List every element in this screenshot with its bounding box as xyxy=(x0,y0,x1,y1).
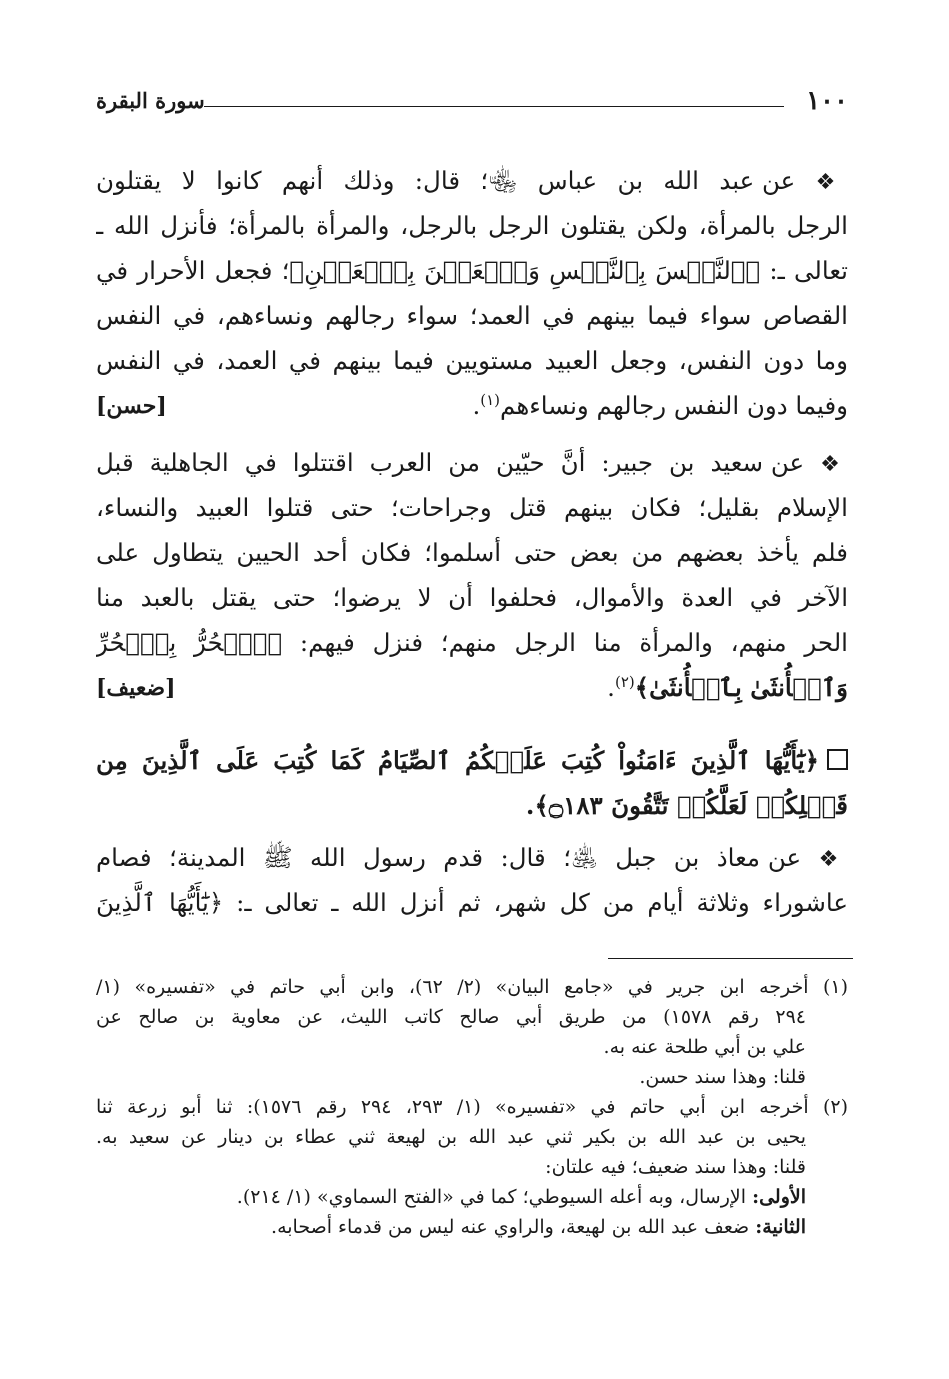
paragraph-ibn-abbas xyxy=(96,158,848,428)
footnote-line: علي بن أبي طلحة عنه به. xyxy=(603,1036,806,1058)
footnote-rule xyxy=(608,958,853,959)
footnote-label: الثانية: xyxy=(755,1216,806,1238)
text-line: الآخر في العدة والأموال، فحلفوا أن لا يرضوا؛ حتى يقتل بالعبد منا xyxy=(96,583,848,612)
text-line: تعالى ـ: ﴿ٱلنَّفۡسَ بِٱلنَّفۡسِ وَٱلۡعَيۡنَ بِٱلۡعَيۡنِ﴾؛ فجعل الأحرار في xyxy=(96,256,848,285)
footnote-2: (٢) أخرجه ابن أبي حاتم في «تفسيره» (١/ ٢٩٣، ٢٩٤ رقم ١٥٧٦): ثنا أبو زرعة ثنا xyxy=(96,1096,848,1118)
bullet-diamond-icon: ❖ xyxy=(818,847,848,872)
text-line: الإسلام بقليل؛ فكان بينهم قتل وجراحات؛ حتى قتلوا العبيد والنساء، xyxy=(96,493,848,522)
text-line: ❖ عن عبد الله بن عباس ﵄؛ قال: وذلك أنهم كانوا لا يقتلون xyxy=(96,166,848,195)
footnote-line: قلنا: وهذا سند حسن. xyxy=(639,1066,806,1088)
square-box-icon xyxy=(827,749,848,770)
footnote-line: ٢٩٤ رقم ١٥٧٨) من طريق أبي صالح كاتب الليث، عن معاوية بن صالح عن xyxy=(96,1006,806,1028)
footnotes xyxy=(96,972,848,1242)
text-line: وَٱلۡأُنثَىٰ بِٱلۡأُنثَىٰ﴾$^{(٢)}$. xyxy=(607,672,848,702)
hadith-grade: [ضعيف] xyxy=(96,675,176,701)
footnote-1: (١) أخرجه ابن جرير في «جامع البيان» (٢/ ٦٢)، وابن أبي حاتم في «تفسيره» (١/ xyxy=(96,976,848,998)
text-line: وما دون النفس، وجعل العبيد مستويين فيما بينهم في العمد، في النفس xyxy=(96,346,848,375)
page-header xyxy=(96,86,848,126)
text-line: فلم يأخذ بعضهم من بعض حتى أسلموا؛ فكان أحد الحيين يتطاول على xyxy=(96,538,848,567)
footnote-line: يحيى بن عبد الله بن بكير ثني عبد الله بن لهيعة ثني عطاء بن دينار عن سعيد به. xyxy=(96,1126,806,1148)
footnote-ref: (٢) xyxy=(614,672,635,691)
header-rule xyxy=(204,106,784,107)
hadith-grade: [حسن] xyxy=(96,393,167,419)
footnote-line: الأولى: الإرسال، وبه أعله السيوطي؛ كما في «الفتح السماوي» (١/ ٢١٤). xyxy=(236,1186,806,1208)
text-line: الرجل بالمرأة، ولكن يقتلون الرجل بالرجل، والمرأة بالمرأة؛ فأنزل الله ـ xyxy=(96,211,848,240)
verse-line: قَبۡلِكُمۡ لَعَلَّكُمۡ تَتَّقُونَ ۝١٨٣﴾. xyxy=(525,791,848,820)
footnote-line: الثانية: ضعف عبد الله بن لهيعة، والراوي عنه ليس من قدماء أصحابه. xyxy=(271,1216,806,1238)
paragraph-muadh xyxy=(96,835,848,925)
text-line: عاشوراء وثلاثة أيام من كل شهر، ثم أنزل الله ـ تعالى ـ: ﴿يَٰٓأَيُّهَا ٱلَّذِينَ xyxy=(96,888,848,917)
bullet-diamond-icon: ❖ xyxy=(820,452,848,477)
text-line: ❖ عن معاذ بن جبل ﵁؛ قال: قدم رسول الله ﷺ المدينة؛ فصام xyxy=(96,843,848,872)
text-line: الحر منهم، والمرأة منا الرجل منهم؛ فنزل فيهم: ﴿ٱلۡحُرُّ بِٱلۡحُرِّ xyxy=(96,628,848,657)
bullet-diamond-icon: ❖ xyxy=(815,170,848,195)
text-line: وفيما دون النفس رجالهم ونساءهم$^{(١)}$. xyxy=(472,390,848,420)
footnote-label: الأولى: xyxy=(752,1186,806,1208)
text-line: ❖ عن سعيد بن جبير: أنَّ حيّين من العرب اقتتلوا في الجاهلية قبل xyxy=(96,448,848,477)
verse-183 xyxy=(96,738,848,828)
footnote-line: قلنا: وهذا سند ضعيف؛ فيه علتان: xyxy=(545,1156,806,1178)
running-title: سورة البقرة xyxy=(96,88,205,113)
verse-line: ﴿يَٰٓأَيُّهَا ٱلَّذِينَ ءَامَنُواْ كُتِبَ عَلَيۡكُمُ ٱلصِّيَامُ كَمَا كُتِبَ عَلَى ٱلَّذِينَ مِن xyxy=(96,738,848,783)
page-number: ١٠٠ xyxy=(806,86,848,116)
text-line: القصاص سواء فيما بينهم في العمد؛ سواء رجالهم ونساءهم، في النفس xyxy=(96,301,848,330)
paragraph-said-bin-jubair xyxy=(96,440,848,710)
footnote-ref: (١) xyxy=(480,390,501,409)
